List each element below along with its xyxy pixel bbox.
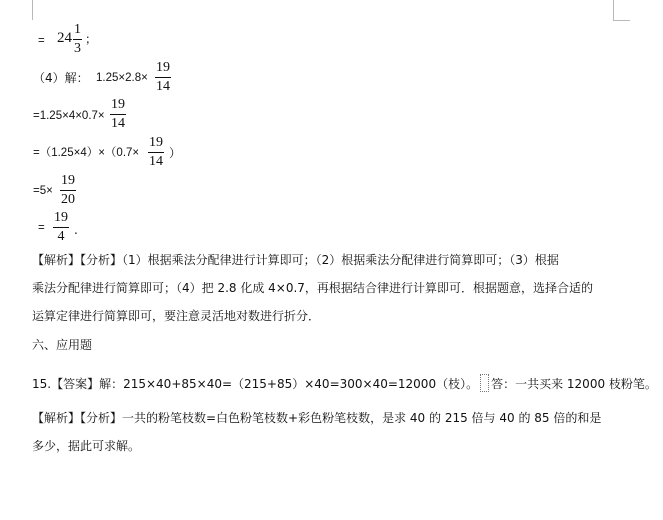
line2-den: 14	[156, 79, 170, 94]
line5-fraction	[60, 173, 76, 208]
q15-answer-sentence: 答：一共买来 12000 枝粉笔。	[491, 377, 657, 391]
fraction-bar	[60, 190, 76, 191]
line5-den: 20	[61, 192, 75, 207]
fraction-bar	[73, 39, 82, 40]
line3-fraction	[110, 97, 126, 132]
analysis1-line: 运算定律进行简算即可，要注意灵活地对数进行折分．	[32, 309, 321, 323]
line4-num: 19	[149, 135, 163, 150]
fraction-bar	[53, 227, 69, 228]
line6-tail: .	[74, 223, 78, 237]
line4-expr: =（1.25×4）×（0.7×	[33, 147, 140, 159]
line6-num: 19	[54, 210, 68, 225]
analysis1-line: 乘法分配律进行简算即可；（4）把 2.8 化成 4×0.7，再根据结合律进行计算即可．根据题意，选择合适的	[32, 281, 593, 295]
line1-fraction	[73, 22, 82, 57]
line6-fraction	[53, 210, 69, 245]
text-cursor-box	[480, 374, 489, 392]
analysis-paragraph-2	[32, 404, 622, 460]
crop-mark-top-left	[16, 0, 33, 20]
analysis1-line: 【解析】【分析】（1）根据乘法分配律进行计算即可；（2）根据乘法分配律进行简算即可；（3）根据	[32, 253, 559, 267]
line5-expr: =5×	[33, 185, 53, 197]
analysis2-line: 【解析】【分析】一共的粉笔枝数=白色粉笔枝数+彩色粉笔枝数，是求 40 的 215 倍与 40 的 85 倍的和是	[32, 411, 602, 425]
crop-mark-top-right	[613, 0, 630, 21]
fraction-bar	[110, 114, 126, 115]
line5-num: 19	[61, 173, 75, 188]
line1-eq: =	[38, 35, 45, 47]
line1-den: 3	[74, 41, 81, 56]
line4-tail: ）	[169, 146, 182, 160]
analysis2-line: 多少，据此可求解。	[32, 439, 141, 453]
line3-den: 14	[111, 116, 125, 131]
line4-fraction	[148, 135, 164, 170]
line2-num: 19	[156, 60, 170, 75]
section-heading: 六、应用题	[32, 338, 93, 352]
line3-num: 19	[111, 97, 125, 112]
line6-eq: =	[38, 222, 45, 234]
line1-num: 1	[74, 22, 81, 37]
line1-whole: 24	[57, 30, 72, 46]
line2-expr: 1.25×2.8×	[96, 72, 148, 84]
line3-expr: =1.25×4×0.7×	[33, 110, 105, 122]
analysis-paragraph-1	[32, 246, 622, 330]
line2-prefix: （4）解：	[33, 71, 89, 85]
line4-den: 14	[149, 154, 163, 169]
q15-solution: 15.【答案】解：215×40+85×40=（215+85）×40=300×40=12000（枝）。	[32, 377, 479, 391]
line6-den: 4	[57, 229, 65, 244]
question-15-answer	[32, 370, 657, 398]
line1-tail: ；	[85, 32, 98, 46]
line2-fraction	[155, 60, 171, 95]
fraction-bar	[148, 152, 164, 153]
fraction-bar	[155, 77, 171, 78]
